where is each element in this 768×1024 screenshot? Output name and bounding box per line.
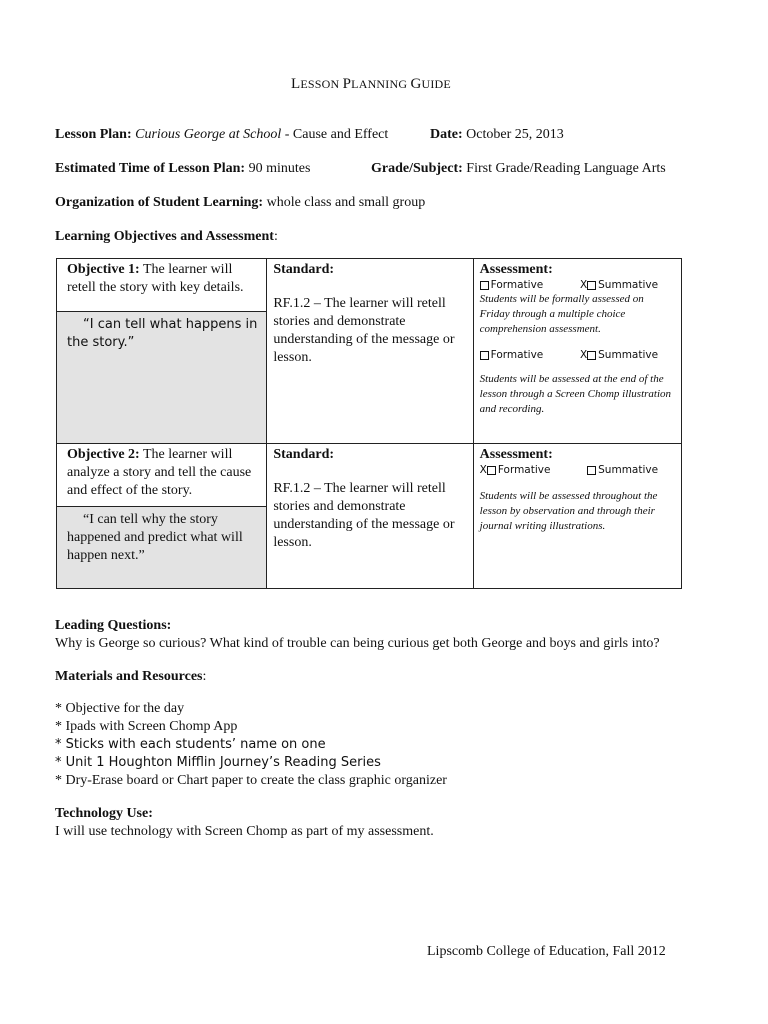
title-part: ESSON <box>300 77 343 91</box>
materials-list <box>55 700 447 790</box>
list-item: * Sticks with each students’ name on one <box>55 737 326 752</box>
leading-questions-text: Why is George so curious? What kind of trouble can being curious get both George and boys and girls into? <box>55 636 660 651</box>
date-line: Date: October 25, 2013 <box>430 127 564 142</box>
technology-label <box>55 805 153 823</box>
time-value: 90 minutes <box>248 161 311 176</box>
option-mark: X <box>579 349 588 361</box>
option-formative: Formative <box>497 464 551 476</box>
standard-text: RF.1.2 – The learner will retell stories and demonstrate understanding of the message or lesson. <box>273 296 455 365</box>
standard-text: RF.1.2 – The learner will retell stories and demonstrate understanding of the message or lesson. <box>273 481 455 550</box>
objectives-heading-text: Learning Objectives and Assessment <box>55 229 274 244</box>
list-item: * Unit 1 Houghton Mifflin Journey’s Reading Series <box>55 755 381 770</box>
lesson-title: Curious George at School <box>135 127 282 142</box>
objective-label: Objective 2: <box>67 447 140 462</box>
assessment-options-1 <box>480 279 675 292</box>
checkbox-icon <box>480 281 489 290</box>
objective-cell-1 <box>57 259 267 444</box>
objectives-heading: Learning Objectives and Assessment: <box>55 229 278 244</box>
grade-label: Grade/Subject <box>371 161 459 176</box>
organization-value: whole class and small group <box>266 195 426 210</box>
standard-cell-2 <box>267 444 473 589</box>
date-label: Date <box>430 127 458 142</box>
technology-label-text: Technology Use: <box>55 806 153 821</box>
title-part: LANNING <box>351 77 411 91</box>
option-summative: Summative <box>598 349 659 361</box>
assessment-note: Students will be assessed throughout the lesson by observation and through their journal writing illustrations. <box>479 490 658 532</box>
option-summative: Summative <box>598 464 659 476</box>
lesson-plan-label: Lesson Plan <box>55 127 127 142</box>
option-formative: Formative <box>490 279 544 291</box>
standard-label: Standard: <box>273 447 335 462</box>
materials-label: Materials and Resources: <box>55 669 207 684</box>
checkbox-icon <box>587 281 596 290</box>
organization-line: Organization of Student Learning: whole class and small group <box>55 195 426 210</box>
lesson-suffix: - Cause and Effect <box>281 127 389 142</box>
assessment-cell-1 <box>473 259 681 444</box>
option-summative: Summative <box>598 279 659 291</box>
assessment-label: Assessment: <box>479 262 553 277</box>
i-can-statement <box>57 311 266 443</box>
option-formative: Formative <box>490 349 544 361</box>
footer: Lipscomb College of Education, Fall 2012 <box>427 944 666 959</box>
checkbox-icon <box>587 351 596 360</box>
assessment-label: Assessment: <box>479 447 553 462</box>
option-mark: X <box>479 464 487 476</box>
grade-line: Grade/Subject: First Grade/Reading Language Arts <box>371 161 666 176</box>
i-can-statement <box>57 506 266 588</box>
objective-row-2 <box>57 444 682 589</box>
title-part: P <box>342 76 352 92</box>
time-line: Estimated Time of Lesson Plan: 90 minutes <box>55 161 311 176</box>
list-item: * Ipads with Screen Chomp App <box>55 719 238 734</box>
page-title <box>0 76 742 93</box>
i-can-text: “I can tell why the story happened and predict what will happen next.” <box>67 512 243 563</box>
i-can-text: “I can tell what happens in the story.” <box>67 317 258 350</box>
grade-value: First Grade/Reading Language Arts <box>466 161 666 176</box>
checkbox-icon <box>587 466 596 475</box>
title-part: L <box>291 76 301 92</box>
lesson-plan-line: Lesson Plan: Curious George at School - Cause and Effect <box>55 127 389 142</box>
title-part: UIDE <box>421 77 451 91</box>
assessment-options-2 <box>480 349 675 362</box>
list-item: * Objective for the day <box>55 701 185 716</box>
list-item: * Dry-Erase board or Chart paper to create the class graphic organizer <box>55 773 447 788</box>
leading-label-text: Leading Questions: <box>55 618 172 633</box>
assessment-cell-2 <box>473 444 681 589</box>
standard-label: Standard: <box>273 262 335 277</box>
time-label: Estimated Time of Lesson Plan <box>55 161 241 176</box>
assessment-note: Students will be formally assessed on Friday through a multiple choice comprehension assessment. <box>479 293 644 335</box>
materials-label-text: Materials and Resources <box>55 669 203 684</box>
leading-questions-label <box>55 617 171 635</box>
objective-row-1 <box>57 259 682 444</box>
checkbox-icon <box>480 351 489 360</box>
title-part: G <box>410 76 422 92</box>
assessment-options-3 <box>480 464 675 477</box>
objective-text: The learner will analyze a story and tell the cause and effect of the story. <box>67 447 252 498</box>
objectives-table <box>56 258 682 589</box>
objective-cell-2 <box>57 444 267 589</box>
assessment-note: Students will be assessed at the end of the lesson through a Screen Chomp illustration and recording. <box>479 373 672 415</box>
option-mark: X <box>579 279 588 291</box>
organization-label: Organization of Student Learning <box>55 195 259 210</box>
technology-text: I will use technology with Screen Chomp as part of my assessment. <box>55 824 434 839</box>
objective-label: Objective 1: <box>67 262 140 277</box>
standard-cell-1 <box>267 259 473 444</box>
checkbox-icon <box>487 466 496 475</box>
objective-text: The learner will retell the story with key details. <box>67 262 244 295</box>
date-value: October 25, 2013 <box>466 127 564 142</box>
